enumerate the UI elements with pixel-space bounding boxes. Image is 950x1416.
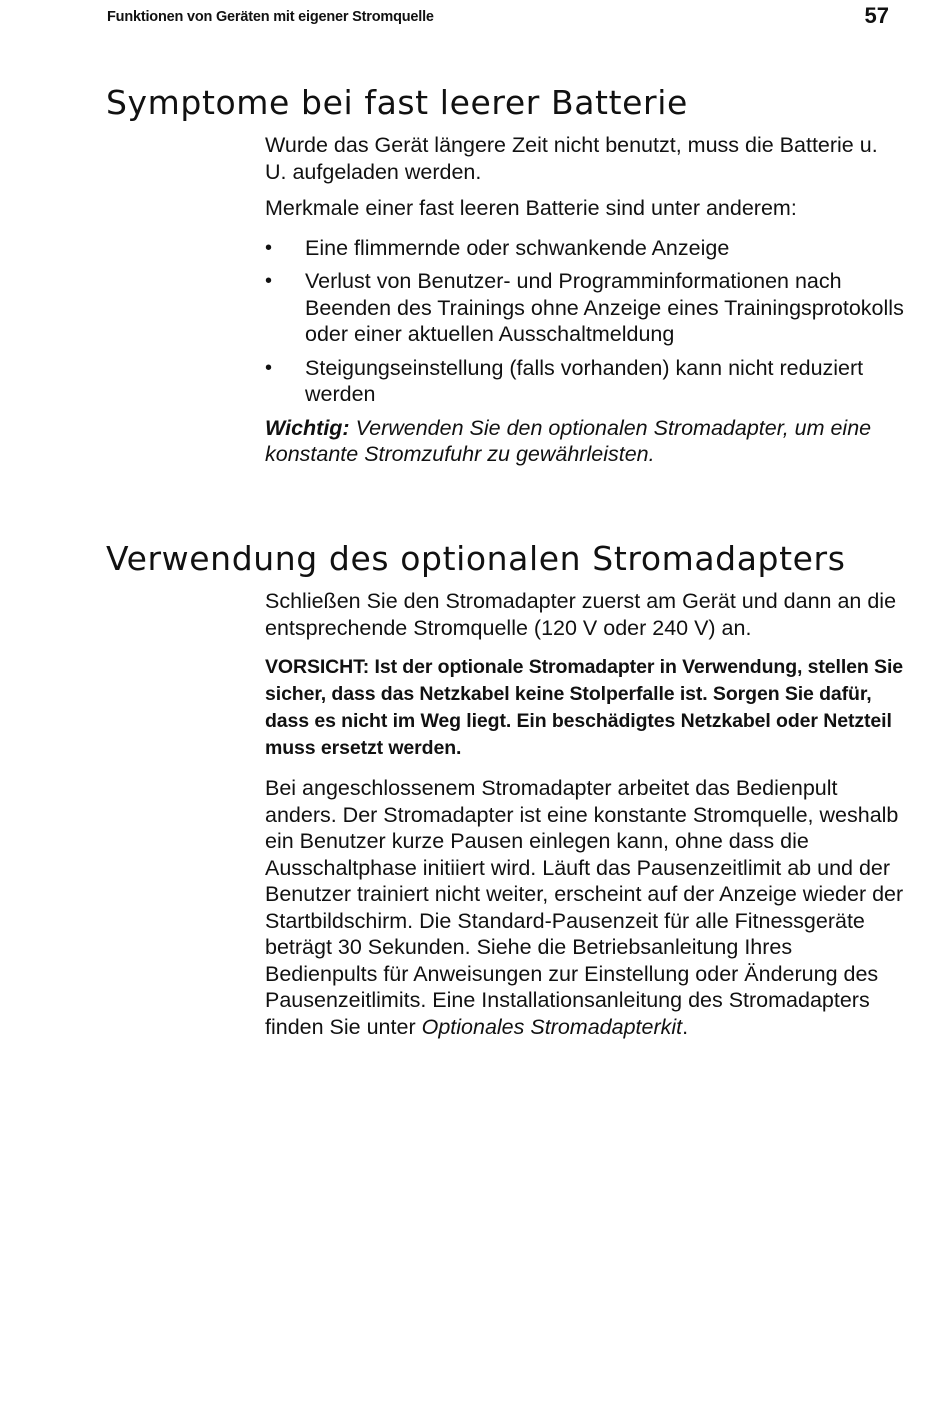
battery-intro-paragraph: Wurde das Gerät längere Zeit nicht benutzt, muss die Batterie u. U. aufgeladen werden. (265, 133, 878, 184)
important-note-text: Verwenden Sie den optionalen Stromadapter, um eine konstante Stromzufuhr zu gewährleisten. (265, 415, 872, 466)
section-heading-battery: Symptome bei fast leerer Batterie (106, 83, 688, 122)
bullet-icon: • (265, 270, 273, 292)
list-item (265, 235, 905, 262)
important-note (265, 415, 905, 468)
battery-lead-paragraph: Merkmale einer fast leeren Batterie sind unter anderem: (265, 196, 797, 220)
caution-paragraph: VORSICHT: Ist der optionale Stromadapter in Verwendung, stellen Sie sicher, dass das Netzkabel keine Stolperfalle ist. Sorgen Sie dafür, dass es nicht im Weg liegt. Ein beschädigtes Netzkabel oder Netzteil muss ersetzt werden. (265, 656, 904, 759)
important-note-label: Wichtig: (265, 415, 350, 440)
symptom-list (265, 235, 905, 408)
bullet-icon: • (265, 236, 273, 259)
adapter-body-text: Bei angeschlossenem Stromadapter arbeitet das Bedienpult anders. Der Stromadapter ist eine konstante Stromquelle, weshalb ein Benutzer kurze Pausen einlegen kann, ohne dass die Ausschaltphase initiiert wird. Läuft das Pausenzeitlimit ab und der Benutzer trainiert nicht weiter, erscheint auf der Anzeige wieder der Startbildschirm. Die Standard-Pausenzeit für alle Fitnessgeräte beträgt 30 Sekunden. Siehe die Betriebsanleitung Ihres Bedienpults für Anweisungen zur Einstellung oder Änderung des Pausenzeitlimits. Eine Installationsanleitung des Stromadapters finden Sie unter (265, 776, 904, 1039)
adapter-intro-paragraph: Schließen Sie den Stromadapter zuerst am Gerät und dann an die entsprechende Stromquelle (120 V oder 240 V) an. (265, 589, 897, 640)
bullet-icon: • (265, 356, 273, 379)
adapter-kit-reference: Optionales Stromadapterkit (421, 1014, 683, 1039)
list-item-text: Steigungseinstellung (falls vorhanden) kann nicht reduziert werden (305, 355, 864, 406)
list-item-text: Verlust von Benutzer- und Programminformationen nach Beenden des Trainings ohne Anzeige eines Trainingsprotokolls oder einer aktuellen Ausschaltmeldung (305, 269, 904, 346)
list-item-text: Eine flimmernde oder schwankende Anzeige (305, 235, 730, 260)
section-heading-power-adapter: Verwendung des optionalen Stromadapters (106, 539, 846, 578)
header-title: Funktionen von Geräten mit eigener Stromquelle (107, 9, 434, 25)
section-battery-body (265, 132, 905, 468)
section-adapter-body (265, 588, 905, 1040)
adapter-body-paragraph (265, 775, 905, 1040)
list-item (265, 355, 905, 408)
list-item (265, 268, 905, 348)
page-number: 57 (864, 3, 889, 28)
adapter-body-end: . (682, 1014, 689, 1039)
